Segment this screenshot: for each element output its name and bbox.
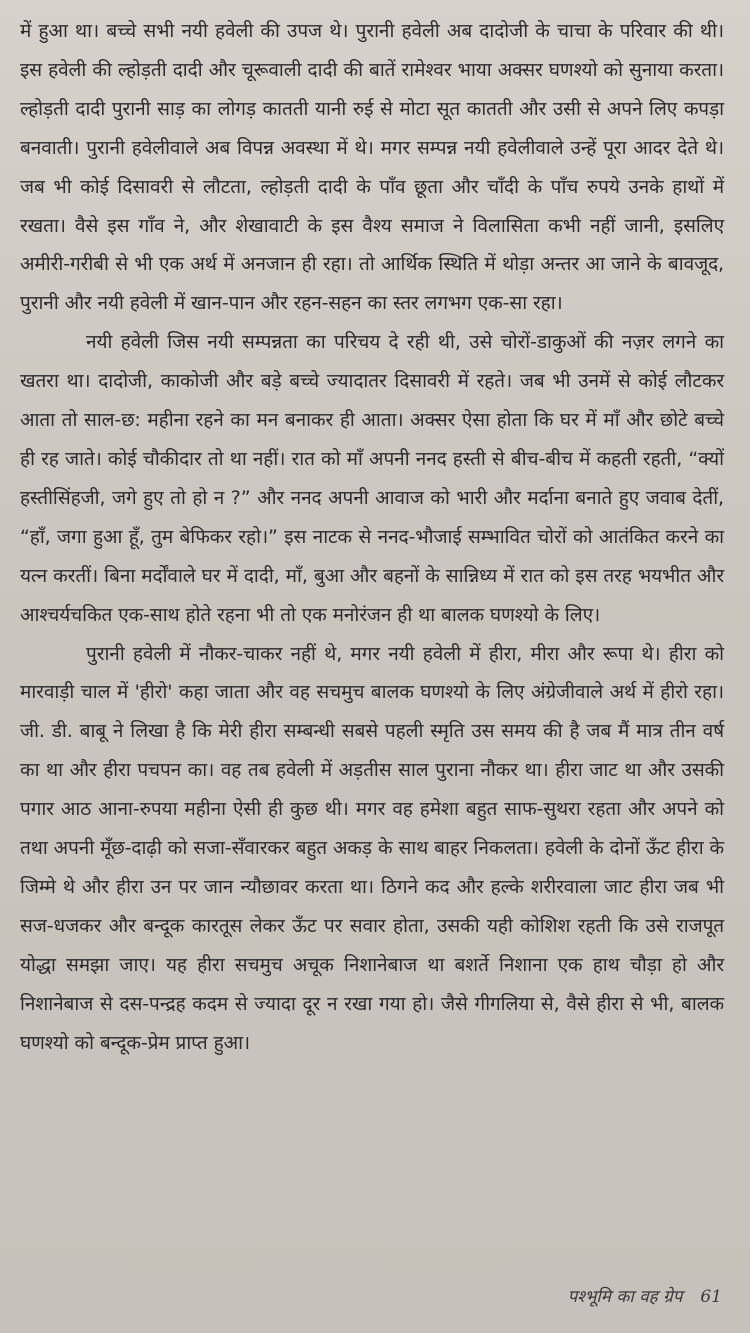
body-text bbox=[20, 12, 724, 1062]
running-title: पश्भूमि का वह ग्रेप bbox=[567, 1287, 683, 1307]
paragraph-1: में हुआ था। बच्चे सभी नयी हवेली की उपज थे। पुरानी हवेली अब दादोजी के चाचा के परिवार की थी। इस हवेली की ल्होड़ती दादी और चूरूवाली दादी की बातें रामेश्वर भाया अक्सर घणश्यो को सुनाया करता। ल्होड़ती दादी पुरानी साड़ का लोगड़ कातती यानी रुई से मोटा सूत कातती और उसी से अपने लिए कपड़ा बनवाती। पुरानी हवेलीवाले अब विपन्न अवस्था में थे। मगर सम्पन्न नयी हवेलीवाले उन्हें पूरा आदर देते थे। जब भी कोई दिसावरी से लौटता, ल्होड़ती दादी के पाँव छूता और चाँदी के पाँच रुपये उनके हाथों में रखता। वैसे इस गाँव ने, और शेखावाटी के इस वैश्य समाज ने विलासिता कभी नहीं जानी, इसलिए अमीरी-गरीबी से भी एक अर्थ में अनजान ही रहा। तो आर्थिक स्थिति में थोड़ा अन्तर आ जाने के बावजूद, पुरानी और नयी हवेली में खान-पान और रहन-सहन का स्तर लगभग एक-सा रहा। bbox=[20, 20, 724, 315]
paragraph-2: नयी हवेली जिस नयी सम्पन्नता का परिचय दे रही थी, उसे चोरों-डाकुओं की नज़र लगने का खतरा था। दादोजी, काकोजी और बड़े बच्चे ज्यादातर दिसावरी में रहते। जब भी उनमें से कोई लौटकर आता तो साल-छ: महीना रहने का मन बनाकर ही आता। अक्सर ऐसा होता कि घर में माँ और छोटे बच्चे ही रह जाते। कोई चौकीदार तो था नहीं। रात को माँ अपनी ननद हस्ती से बीच-बीच में कहती रहती, “क्यों हस्तीसिंहजी, जगे हुए तो हो न ?” और ननद अपनी आवाज को भारी और मर्दाना बनाते हुए जवाब देतीं, “हाँ, जगा हुआ हूँ, तुम बेफिकर रहो।” इस नाटक से ननद-भौजाई सम्भावित चोरों को आतंकित करने का यत्न करतीं। बिना मर्दोंवाले घर में दादी, माँ, बुआ और बहनों के सान्निध्य में रात को इस तरह भयभीत और आश्चर्यचकित एक-साथ होते रहना भी तो एक मनोरंजन ही था बालक घणश्यो के लिए। bbox=[20, 331, 724, 626]
page-footer bbox=[568, 1284, 722, 1307]
paragraph-3: पुरानी हवेली में नौकर-चाकर नहीं थे, मगर नयी हवेली में हीरा, मीरा और रूपा थे। हीरा को मारवाड़ी चाल में 'हीरो' कहा जाता और वह सचमुच बालक घणश्यो के लिए अंग्रेजीवाले अर्थ में हीरो रहा। जी. डी. बाबू ने लिखा है कि मेरी हीरा सम्बन्धी सबसे पहली स्मृति उस समय की है जब मैं मात्र तीन वर्ष का था और हीरा पचपन का। वह तब हवेली में अड़तीस साल पुराना नौकर था। हीरा जाट था और उसकी पगार आठ आना-रुपया महीना ऐसी ही कुछ थी। मगर वह हमेशा बहुत साफ-सुथरा रहता और अपने को तथा अपनी मूँछ-दाढ़ी को सजा-सँवारकर बहुत अकड़ के साथ बाहर निकलता। हवेली के दोनों ऊँट हीरा के जिम्मे थे और हीरा उन पर जान न्यौछावर करता था। ठिगने कद और हल्के शरीरवाला जाट हीरा जब भी सज-धजकर और बन्दूक कारतूस लेकर ऊँट पर सवार होता, उसकी यही कोशिश रहती कि उसे राजपूत योद्धा समझा जाए। यह हीरा सचमुच अचूक निशानेबाज था बशर्ते निशाना एक हाथ चौड़ा हो और निशानेबाज से दस-पन्द्रह कदम से ज्यादा दूर न रखा गया हो। जैसे गीगलिया से, वैसे हीरा से भी, बालक घणश्यो को बन्दूक-प्रेम प्राप्त हुआ। bbox=[20, 642, 724, 1054]
page-number: 61 bbox=[700, 1287, 722, 1307]
